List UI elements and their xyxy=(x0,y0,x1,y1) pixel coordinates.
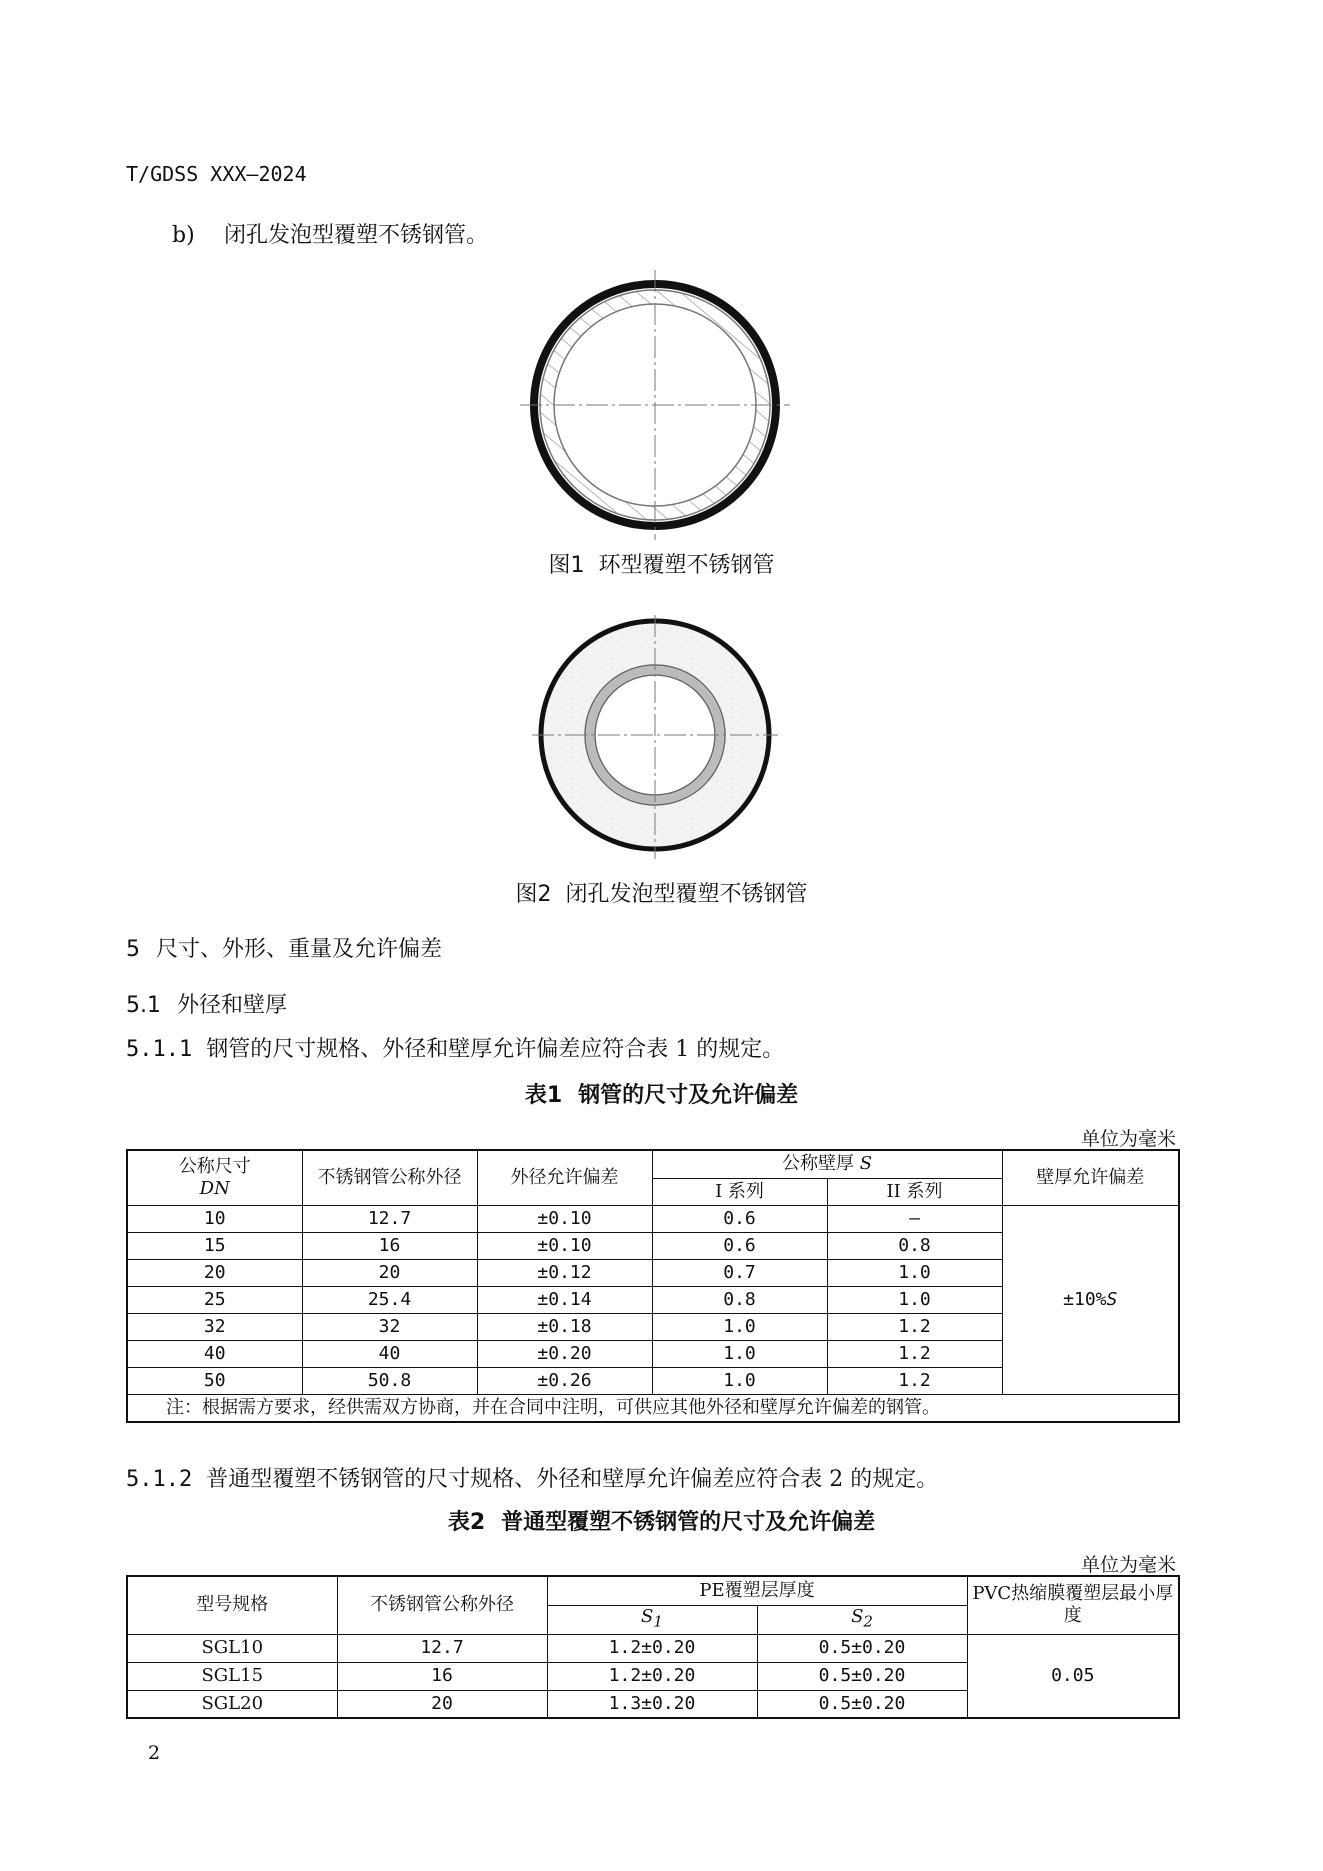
list-item-text: 闭孔发泡型覆塑不锈钢管。 xyxy=(224,223,489,248)
clause-number: 5.1.2 xyxy=(126,1467,193,1492)
table-1-title: 钢管的尺寸及允许偏差 xyxy=(578,1083,799,1108)
figure-2 xyxy=(0,615,1323,915)
table-1-caption xyxy=(0,1078,1323,1109)
figure-2-title: 闭孔发泡型覆塑不锈钢管 xyxy=(565,882,808,907)
header-wall-thickness: 公称壁厚 S xyxy=(652,1150,1002,1178)
list-item-b xyxy=(172,218,488,249)
figure-1-caption xyxy=(0,548,1323,579)
section-5-1-heading xyxy=(126,988,287,1019)
table-row: SGL15 16 1.2±0.20 0.5±0.20 xyxy=(127,1662,1179,1690)
header-dn: 公称尺寸 DN xyxy=(127,1150,302,1205)
header-model: 型号规格 xyxy=(127,1576,337,1634)
table-2 xyxy=(126,1575,1180,1719)
header-s1: $S_1$ xyxy=(547,1605,757,1634)
header-series-1: I 系列 xyxy=(652,1178,827,1205)
document-id: T/GDSS XXX—2024 xyxy=(126,162,307,186)
table-row: 20 20 ±0.12 0.7 1.0 xyxy=(127,1259,1179,1286)
figure-1 xyxy=(0,270,1323,590)
section-title: 尺寸、外形、重量及允许偏差 xyxy=(156,937,443,962)
clause-text: 普通型覆塑不锈钢管的尺寸规格、外径和壁厚允许偏差应符合表 2 的规定。 xyxy=(206,1467,939,1492)
section-title: 外径和壁厚 xyxy=(177,993,288,1018)
clause-5-1-2 xyxy=(126,1462,938,1493)
list-item-label: b) xyxy=(172,223,195,248)
table-1-unit: 单位为毫米 xyxy=(1080,1128,1176,1150)
table-1 xyxy=(126,1149,1180,1423)
figure-2-drawing xyxy=(0,615,1323,885)
header-series-2: II 系列 xyxy=(827,1178,1002,1205)
header-pe-thickness: PE覆塑层厚度 xyxy=(547,1576,967,1605)
table-row: 10 12.7 ±0.10 0.6 — ±10%S xyxy=(127,1205,1179,1232)
pvc-thickness-value: 0.05 xyxy=(967,1634,1179,1718)
table-2-caption xyxy=(0,1505,1323,1536)
section-number: 5 xyxy=(126,937,140,962)
figure-2-caption xyxy=(0,877,1323,908)
header-outer-diameter: 不锈钢管公称外径 xyxy=(337,1576,547,1634)
table-row: SGL10 12.7 1.2±0.20 0.5±0.20 0.05 xyxy=(127,1634,1179,1662)
figure-1-number: 图1 xyxy=(548,553,585,578)
page-number: 2 xyxy=(148,1742,161,1764)
table-row: 15 16 ±0.10 0.6 0.8 xyxy=(127,1232,1179,1259)
figure-1-drawing xyxy=(0,270,1323,590)
clause-number: 5.1.1 xyxy=(126,1037,193,1062)
section-5-heading xyxy=(126,932,442,963)
table-1-number: 表1 xyxy=(524,1083,563,1108)
clause-5-1-1 xyxy=(126,1032,784,1063)
header-pvc-thickness: PVC热缩膜覆塑层最小厚度 xyxy=(967,1576,1179,1634)
clause-text: 钢管的尺寸规格、外径和壁厚允许偏差应符合表 1 的规定。 xyxy=(206,1037,785,1062)
section-number: 5.1 xyxy=(126,993,161,1018)
table-row: 50 50.8 ±0.26 1.0 1.2 xyxy=(127,1367,1179,1394)
table-row: 25 25.4 ±0.14 0.8 1.0 xyxy=(127,1286,1179,1313)
table-2-title: 普通型覆塑不锈钢管的尺寸及允许偏差 xyxy=(501,1510,876,1535)
header-wall-tolerance: 壁厚允许偏差 xyxy=(1002,1150,1179,1205)
header-outer-diameter: 不锈钢管公称外径 xyxy=(302,1150,477,1205)
header-s2: $S_2$ xyxy=(757,1605,967,1634)
figure-1-title: 环型覆塑不锈钢管 xyxy=(598,553,775,578)
table-row: 32 32 ±0.18 1.0 1.2 xyxy=(127,1313,1179,1340)
hatched-coating-layer xyxy=(0,270,1323,590)
table-1-note: 注：根据需方要求，经供需双方协商，并在合同中注明，可供应其他外径和壁厚允许偏差的钢管。 xyxy=(127,1394,1179,1422)
header-od-tolerance: 外径允许偏差 xyxy=(477,1150,652,1205)
table-2-number: 表2 xyxy=(447,1510,486,1535)
table-row: 40 40 ±0.20 1.0 1.2 xyxy=(127,1340,1179,1367)
table-row: SGL20 20 1.3±0.20 0.5±0.20 xyxy=(127,1690,1179,1718)
wall-tolerance-value: ±10%S xyxy=(1002,1205,1179,1394)
figure-2-number: 图2 xyxy=(515,882,552,907)
table-2-unit: 单位为毫米 xyxy=(1080,1554,1176,1576)
